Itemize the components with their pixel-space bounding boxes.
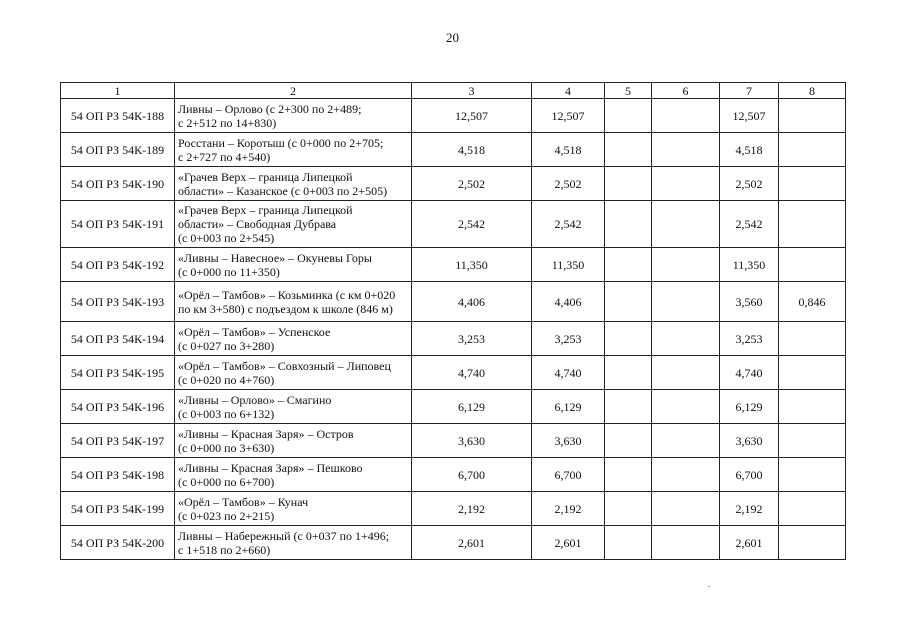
column-3-cell: 3,630 xyxy=(412,424,532,458)
column-5-cell xyxy=(605,133,652,167)
column-4-cell: 3,630 xyxy=(532,424,605,458)
table-row xyxy=(61,390,846,424)
column-header: 3 xyxy=(412,83,532,99)
column-header: 2 xyxy=(175,83,412,99)
column-6-cell xyxy=(652,390,720,424)
column-3-cell: 11,350 xyxy=(412,248,532,282)
column-6-cell xyxy=(652,356,720,390)
column-8-cell xyxy=(779,424,846,458)
column-3-cell: 4,740 xyxy=(412,356,532,390)
column-6-cell xyxy=(652,201,720,248)
column-3-cell: 6,129 xyxy=(412,390,532,424)
column-6-cell xyxy=(652,322,720,356)
road-name-cell: «Ливны – Орлово» – Смагино (с 0+003 по 6+132) xyxy=(175,390,412,424)
column-3-cell: 2,601 xyxy=(412,526,532,560)
road-code-cell: 54 ОП РЗ 54К-194 xyxy=(61,322,175,356)
column-7-cell: 2,601 xyxy=(720,526,779,560)
column-7-cell: 3,253 xyxy=(720,322,779,356)
table-row xyxy=(61,248,846,282)
roads-table xyxy=(60,82,846,560)
road-code-cell: 54 ОП РЗ 54К-190 xyxy=(61,167,175,201)
column-3-cell: 2,502 xyxy=(412,167,532,201)
column-4-cell: 4,740 xyxy=(532,356,605,390)
column-5-cell xyxy=(605,492,652,526)
column-3-cell: 6,700 xyxy=(412,458,532,492)
road-code-cell: 54 ОП РЗ 54К-196 xyxy=(61,390,175,424)
column-7-cell: 2,192 xyxy=(720,492,779,526)
column-4-cell: 6,700 xyxy=(532,458,605,492)
column-6-cell xyxy=(652,167,720,201)
column-3-cell: 12,507 xyxy=(412,99,532,133)
column-5-cell xyxy=(605,322,652,356)
header-row xyxy=(61,83,846,99)
column-8-cell xyxy=(779,248,846,282)
table-row xyxy=(61,133,846,167)
road-name-cell: «Грачев Верх – граница Липецкой области» – Свободная Дубрава (с 0+003 по 2+545) xyxy=(175,201,412,248)
column-7-cell: 6,129 xyxy=(720,390,779,424)
column-7-cell: 3,630 xyxy=(720,424,779,458)
road-code-cell: 54 ОП РЗ 54К-191 xyxy=(61,201,175,248)
column-5-cell xyxy=(605,167,652,201)
scan-speck xyxy=(708,586,710,587)
column-8-cell xyxy=(779,458,846,492)
road-code-cell: 54 ОП РЗ 54К-199 xyxy=(61,492,175,526)
column-3-cell: 2,542 xyxy=(412,201,532,248)
road-name-cell: «Орёл – Тамбов» – Совхозный – Липовец (с 0+020 по 4+760) xyxy=(175,356,412,390)
column-8-cell xyxy=(779,390,846,424)
table-row xyxy=(61,282,846,322)
column-5-cell xyxy=(605,201,652,248)
column-4-cell: 2,192 xyxy=(532,492,605,526)
column-5-cell xyxy=(605,282,652,322)
column-header: 8 xyxy=(779,83,846,99)
road-name-cell: «Грачев Верх – граница Липецкой области» – Казанское (с 0+003 по 2+505) xyxy=(175,167,412,201)
road-code-cell: 54 ОП РЗ 54К-192 xyxy=(61,248,175,282)
column-8-cell xyxy=(779,167,846,201)
road-code-cell: 54 ОП РЗ 54К-195 xyxy=(61,356,175,390)
table-row xyxy=(61,492,846,526)
road-name-cell: Росстани – Коротыш (с 0+000 по 2+705; с 2+727 по 4+540) xyxy=(175,133,412,167)
column-6-cell xyxy=(652,99,720,133)
column-6-cell xyxy=(652,458,720,492)
column-7-cell: 4,740 xyxy=(720,356,779,390)
column-6-cell xyxy=(652,492,720,526)
column-4-cell: 2,502 xyxy=(532,167,605,201)
road-name-cell: Ливны – Орлово (с 2+300 по 2+489; с 2+512 по 14+830) xyxy=(175,99,412,133)
road-name-cell: «Орёл – Тамбов» – Успенское (с 0+027 по 3+280) xyxy=(175,322,412,356)
column-8-cell xyxy=(779,356,846,390)
table-row xyxy=(61,526,846,560)
column-8-cell xyxy=(779,322,846,356)
column-6-cell xyxy=(652,282,720,322)
column-3-cell: 4,406 xyxy=(412,282,532,322)
column-8-cell xyxy=(779,526,846,560)
column-header: 6 xyxy=(652,83,720,99)
road-name-cell: «Орёл – Тамбов» – Козьминка (с км 0+020 по км 3+580) с подъездом к школе (846 м) xyxy=(175,282,412,322)
road-code-cell: 54 ОП РЗ 54К-200 xyxy=(61,526,175,560)
column-4-cell: 2,601 xyxy=(532,526,605,560)
column-5-cell xyxy=(605,390,652,424)
road-code-cell: 54 ОП РЗ 54К-198 xyxy=(61,458,175,492)
column-4-cell: 2,542 xyxy=(532,201,605,248)
column-8-cell xyxy=(779,99,846,133)
column-7-cell: 12,507 xyxy=(720,99,779,133)
column-4-cell: 3,253 xyxy=(532,322,605,356)
table-row xyxy=(61,167,846,201)
road-name-cell: «Ливны – Красная Заря» – Остров (с 0+000 по 3+630) xyxy=(175,424,412,458)
column-5-cell xyxy=(605,458,652,492)
column-7-cell: 6,700 xyxy=(720,458,779,492)
column-header: 1 xyxy=(61,83,175,99)
table-row xyxy=(61,458,846,492)
column-8-cell: 0,846 xyxy=(779,282,846,322)
column-4-cell: 6,129 xyxy=(532,390,605,424)
column-7-cell: 3,560 xyxy=(720,282,779,322)
table-row xyxy=(61,99,846,133)
column-8-cell xyxy=(779,133,846,167)
column-6-cell xyxy=(652,526,720,560)
column-5-cell xyxy=(605,424,652,458)
column-3-cell: 3,253 xyxy=(412,322,532,356)
road-name-cell: «Орёл – Тамбов» – Кунач (с 0+023 по 2+215) xyxy=(175,492,412,526)
column-4-cell: 4,406 xyxy=(532,282,605,322)
table-row xyxy=(61,322,846,356)
page-number: 20 xyxy=(446,30,459,45)
column-8-cell xyxy=(779,201,846,248)
road-code-cell: 54 ОП РЗ 54К-197 xyxy=(61,424,175,458)
road-name-cell: Ливны – Набережный (с 0+037 по 1+496; с 1+518 по 2+660) xyxy=(175,526,412,560)
column-4-cell: 11,350 xyxy=(532,248,605,282)
table-row xyxy=(61,201,846,248)
column-6-cell xyxy=(652,133,720,167)
column-header: 7 xyxy=(720,83,779,99)
table-row xyxy=(61,424,846,458)
column-5-cell xyxy=(605,248,652,282)
column-8-cell xyxy=(779,492,846,526)
column-header: 4 xyxy=(532,83,605,99)
column-header: 5 xyxy=(605,83,652,99)
road-name-cell: «Ливны – Красная Заря» – Пешково (с 0+000 по 6+700) xyxy=(175,458,412,492)
column-3-cell: 2,192 xyxy=(412,492,532,526)
column-3-cell: 4,518 xyxy=(412,133,532,167)
road-code-cell: 54 ОП РЗ 54К-193 xyxy=(61,282,175,322)
column-6-cell xyxy=(652,424,720,458)
column-7-cell: 2,542 xyxy=(720,201,779,248)
column-5-cell xyxy=(605,526,652,560)
column-5-cell xyxy=(605,99,652,133)
column-4-cell: 12,507 xyxy=(532,99,605,133)
column-5-cell xyxy=(605,356,652,390)
column-7-cell: 2,502 xyxy=(720,167,779,201)
table-row xyxy=(61,356,846,390)
road-code-cell: 54 ОП РЗ 54К-189 xyxy=(61,133,175,167)
column-6-cell xyxy=(652,248,720,282)
road-code-cell: 54 ОП РЗ 54К-188 xyxy=(61,99,175,133)
road-name-cell: «Ливны – Навесное» – Окуневы Горы (с 0+000 по 11+350) xyxy=(175,248,412,282)
column-4-cell: 4,518 xyxy=(532,133,605,167)
column-7-cell: 11,350 xyxy=(720,248,779,282)
column-7-cell: 4,518 xyxy=(720,133,779,167)
